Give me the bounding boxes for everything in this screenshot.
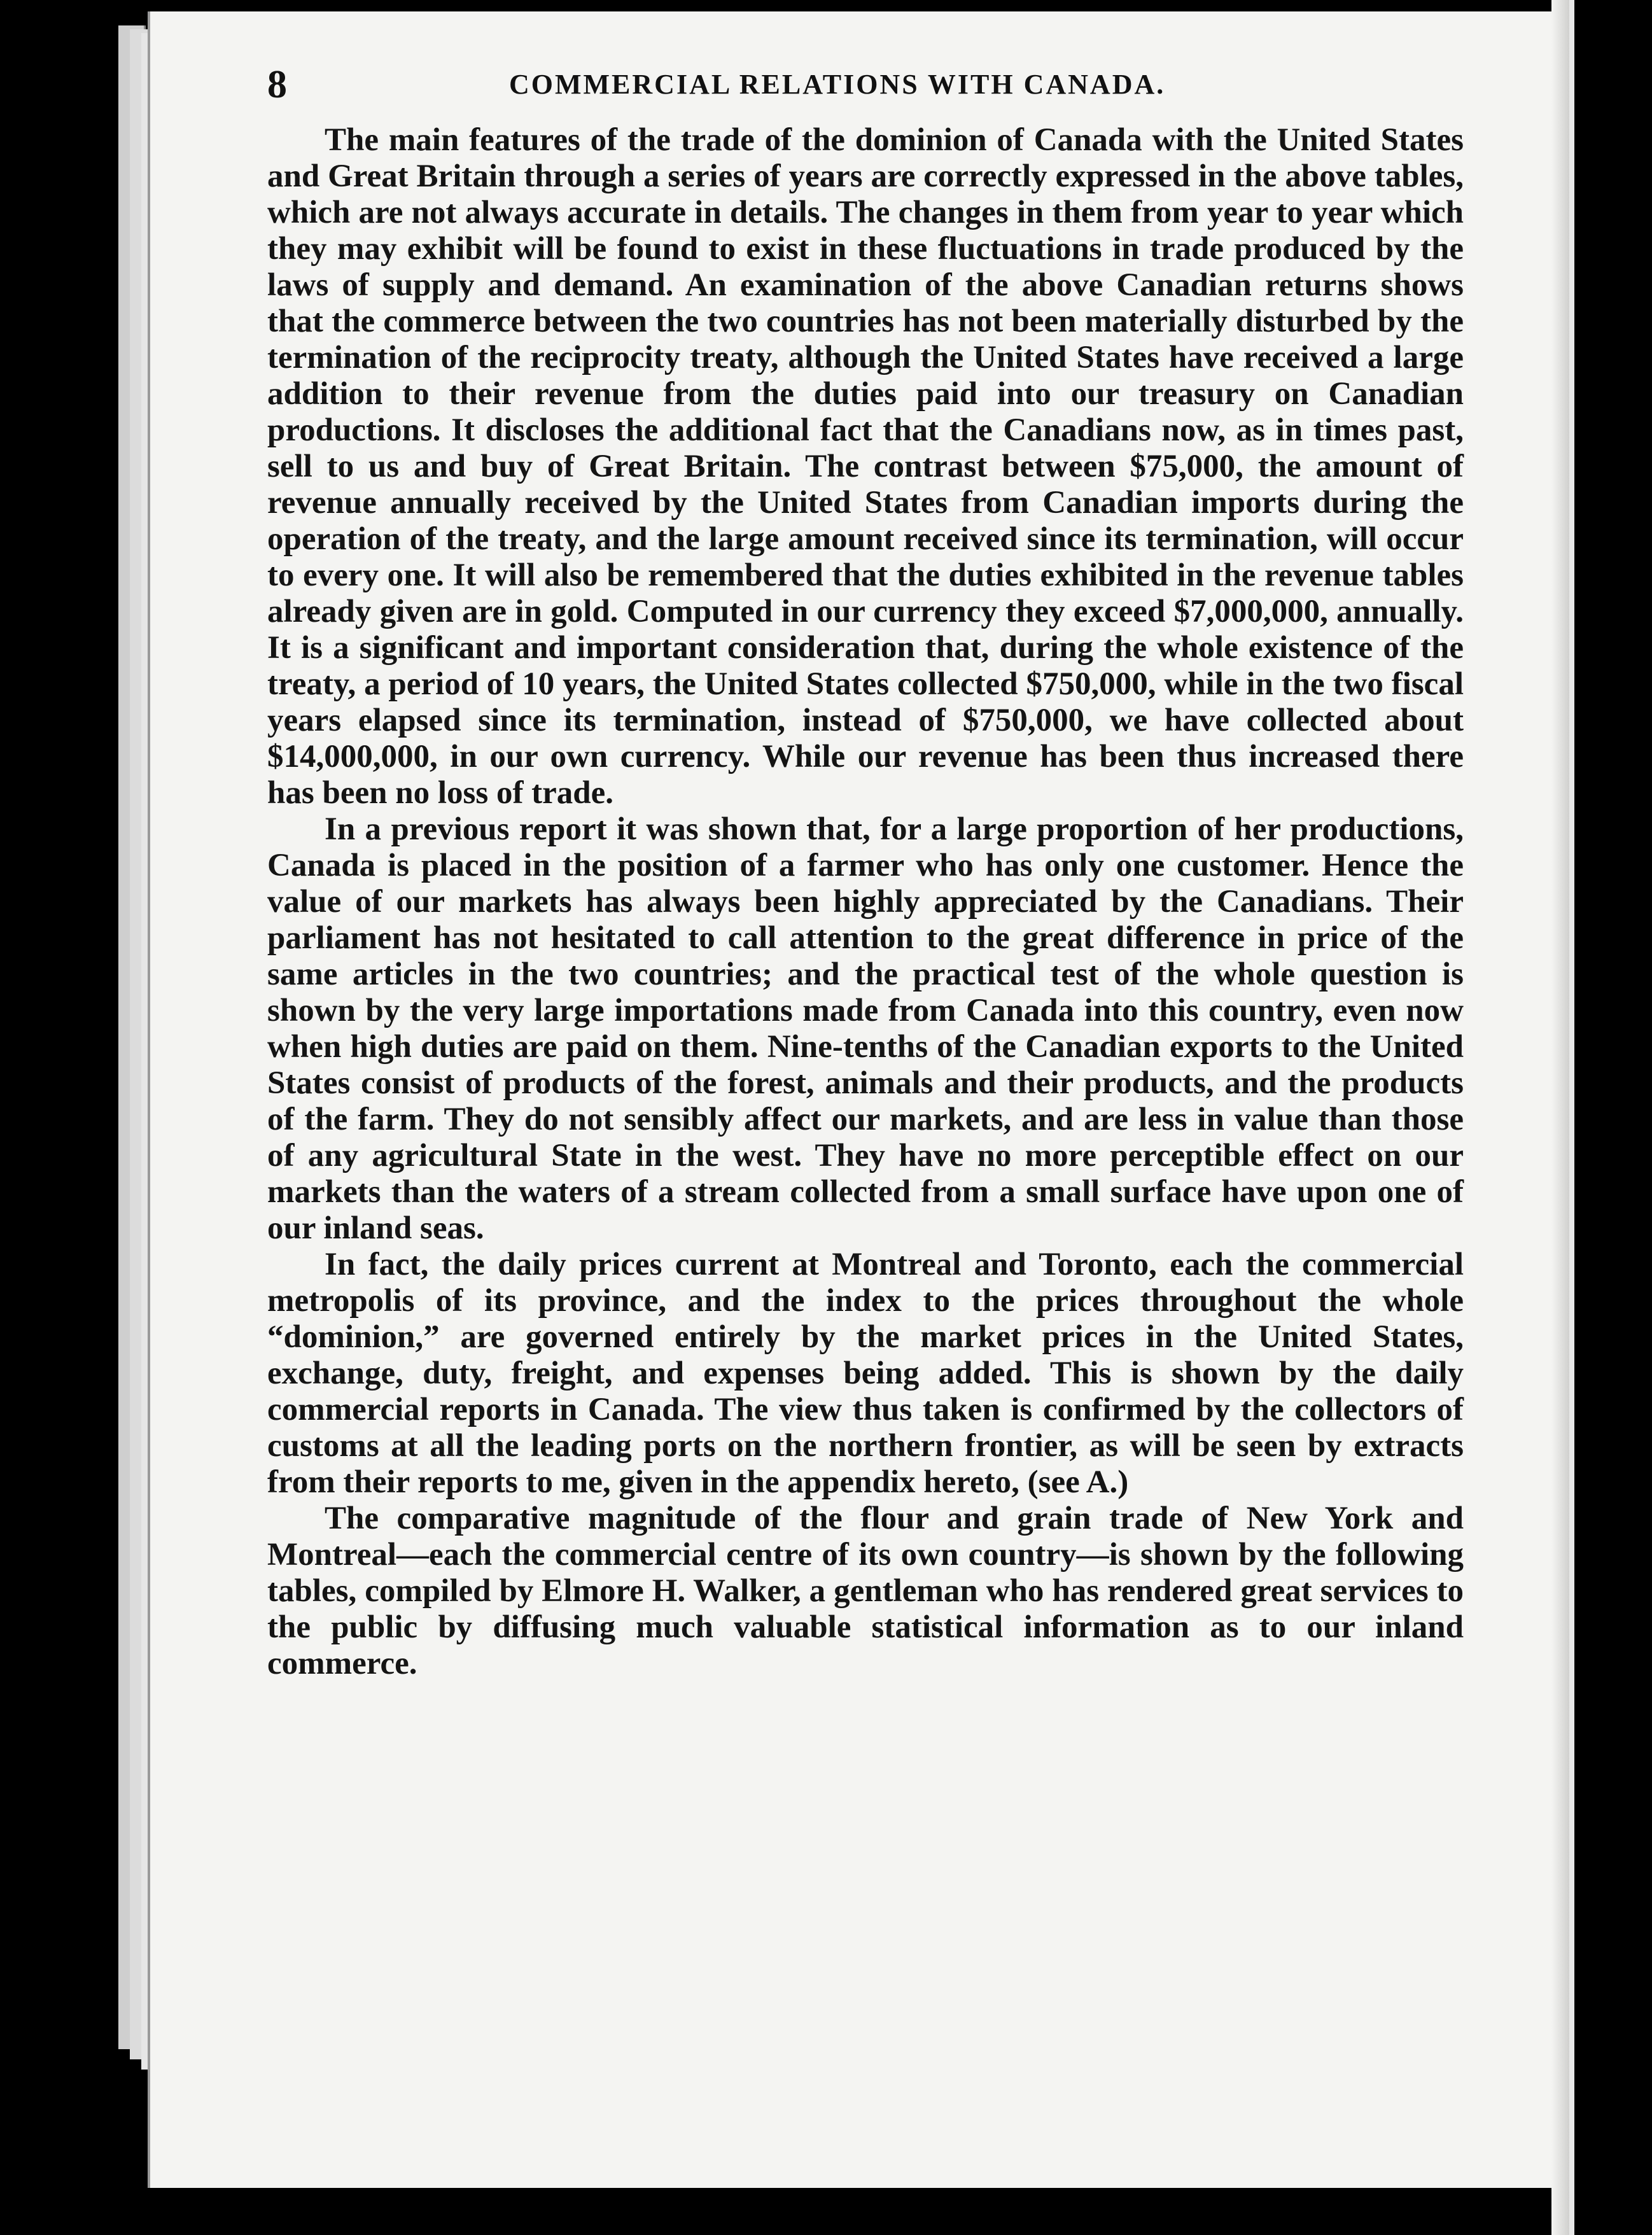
page-number: 8 (267, 63, 287, 106)
body-text (267, 122, 1464, 1682)
paragraph: The comparative magnitude of the flour and grain trade of New York and Montreal—each the commercial centre of its own country—is shown by the following tables, compiled by Elmore H. Walker, a gentleman who has rendered great services to the public by diffusing much valuable statistical information as to our inland commerce. (267, 1501, 1464, 1681)
paragraph: In a previous report it was shown that, for a large proportion of her productions, Canada is placed in the position of a farmer who has only one customer. Hence the value of our markets has always been highly appreciated by the Canadians. Their parliament has not hesitated to call attention to the great difference in price of the same articles in the two countries; and the practical test of the whole question is shown by the very large importations made from Canada into this country, even now when high duties are paid on them. Nine-tenths of the Canadian exports to the United States consist of products of the forest, animals and their products, and the products of the farm. They do not sensibly affect our markets, and are less in value than those of any agricultural State in the west. They have no more perceptible effect on our markets than the waters of a stream collected from a small surface have upon one of our inland seas. (267, 811, 1464, 1246)
running-head: COMMERCIAL RELATIONS WITH CANADA. (509, 69, 1166, 100)
binding-shadow (1551, 0, 1569, 2235)
paragraph: In fact, the daily prices current at Montreal and Toronto, each the commercial metropolis of its province, and the index to the prices throughout the whole “dominion,” are governed entirely by the market prices in the United States, exchange, duty, freight, and expenses being added. This is shown by the daily commercial reports in Canada. The view thus taken is confirmed by the collectors of customs at all the leading ports on the northern frontier, as will be seen by extracts from their reports to me, given in the appendix hereto, (see A.) (267, 1247, 1464, 1500)
page-binding-edge (1569, 0, 1574, 2235)
paragraph: The main features of the trade of the dominion of Canada with the United States and Great Britain through a series of years are correctly expressed in the above tables, which are not always accurate in details. The changes in them from year to year which they may exhibit will be found to exist in these fluctuations in trade produced by the laws of supply and demand. An examination of the above Canadian returns shows that the commerce between the two countries has not been materially disturbed by the termination of the reciprocity treaty, although the United States have received a large addition to their revenue from the duties paid into our treasury on Canadian productions. It discloses the additional fact that the Canadians now, as in times past, sell to us and buy of Great Britain. The contrast between $75,000, the amount of revenue annually received by the United States from Canadian imports during the operation of the treaty, and the large amount received since its termination, will occur to every one. It will also be remembered that the duties exhibited in the revenue tables already given are in gold. Computed in our currency they exceed $7,000,000, annually. It is a significant and important consideration that, during the whole existence of the treaty, a period of 10 years, the United States collected $750,000, while in the two fiscal years elapsed since its termination, instead of $750,000, we have collected about $14,000,000, in our own currency. While our revenue has been thus increased there has been no loss of trade. (267, 122, 1464, 811)
page-header (267, 56, 1464, 113)
